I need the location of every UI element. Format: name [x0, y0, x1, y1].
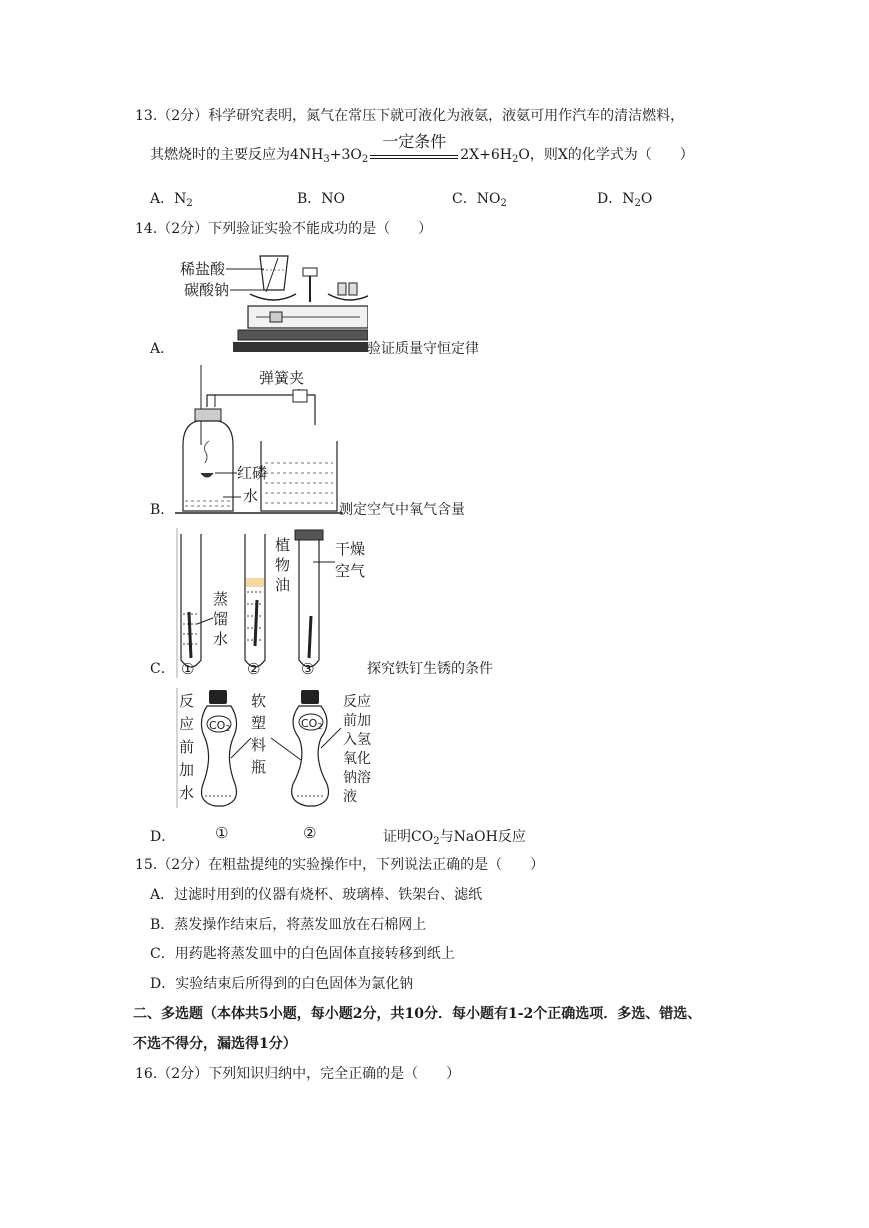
q13-stem: 科学研究表明，氮气在常压下就可液化为液氨，液氨可用作汽车的清洁燃料， — [208, 108, 685, 124]
caption-text: 证明CO — [383, 829, 434, 845]
q16-stem-line — [135, 1065, 460, 1083]
q13-option-c[interactable] — [452, 190, 507, 208]
right-note-line-5: 钠溶 — [343, 770, 371, 786]
tube-num-2: ② — [247, 660, 261, 678]
q13-number: 13. — [135, 108, 158, 124]
reaction-condition-arrow — [368, 132, 460, 164]
dilute-hcl-label: 稀盐酸 — [180, 260, 226, 278]
eq-reactant-o2: +3O — [329, 147, 362, 163]
left-note-char-4: 加 — [179, 761, 195, 779]
q14-option-d-caption — [383, 828, 526, 846]
q14-option-c-label[interactable]: C． — [150, 661, 175, 677]
bottle-label-char-2: 塑 — [251, 714, 267, 732]
option-label: A． — [150, 191, 175, 207]
option-text: O — [640, 191, 653, 207]
beaker-icon — [261, 441, 337, 511]
flame-icon — [205, 441, 210, 463]
beaker-icon — [260, 256, 288, 290]
option-sub: 2 — [500, 198, 507, 209]
right-note-line-2: 前加 — [343, 713, 371, 729]
q16-stem: 下列知识归纳中，完全正确的是（ ） — [208, 1066, 461, 1082]
q13-option-d[interactable] — [597, 190, 652, 208]
red-phosphorus-label: 红磷 — [237, 464, 268, 482]
bottle-cap-icon — [301, 690, 319, 704]
caption-text: 与NaOH反应 — [439, 829, 526, 845]
sodium-carbonate-label: 碳酸钠 — [184, 281, 230, 299]
dry-air-line-1: 干燥 — [335, 540, 366, 558]
left-note-char-5: 水 — [179, 784, 195, 802]
q14-stem-line — [135, 220, 432, 238]
pointer-line — [321, 728, 341, 748]
bottle-cap-icon — [209, 690, 227, 704]
option-label: D． — [597, 191, 623, 207]
combustion-spoon — [201, 473, 213, 477]
right-note-line-3: 入氢 — [343, 732, 371, 748]
pointer-line — [197, 618, 213, 624]
balance-foot — [233, 342, 368, 352]
option-text: N — [622, 191, 635, 207]
stopper-icon — [295, 530, 323, 540]
eq-reactant-nh3: 其燃烧时的主要反应为4NH — [150, 147, 324, 163]
right-note-line-6: 液 — [343, 789, 357, 805]
option-text: NO — [476, 191, 501, 207]
left-note-char-3: 前 — [179, 738, 195, 756]
q14-stem: 下列验证实验不能成功的是（ ） — [208, 221, 433, 237]
oil-layer — [246, 578, 264, 587]
q14-score: （2分） — [157, 221, 209, 237]
left-pan-icon — [250, 294, 296, 300]
q14-option-c-caption: 探究铁钉生锈的条件 — [367, 661, 493, 677]
q14-option-a-label[interactable]: A． — [150, 341, 175, 357]
pointer-line — [231, 738, 251, 758]
bottle-num-2: ② — [303, 824, 317, 842]
iron-nail-icon — [309, 616, 311, 658]
q14-number: 14. — [135, 221, 158, 237]
q16-number: 16. — [135, 1066, 158, 1082]
pointer-line — [271, 738, 301, 760]
caption-sub: 2 — [433, 836, 440, 847]
left-note-char-1: 反 — [179, 692, 195, 710]
q15-option-d[interactable]: D．实验结束后所得到的白色固体为氯化钠 — [150, 976, 414, 992]
right-pan-icon — [328, 294, 368, 300]
weight-icon — [338, 283, 346, 295]
clamp-icon — [293, 390, 307, 402]
q15-option-b[interactable]: B．蒸发操作结束后，将蒸发皿放在石棉网上 — [150, 917, 427, 933]
q13-line1 — [135, 107, 684, 125]
dry-air-line-2: 空气 — [335, 562, 366, 580]
q13-option-a[interactable] — [150, 190, 193, 208]
distilled-water-char-2: 馏 — [213, 610, 229, 628]
balance-top — [303, 268, 317, 276]
bottle-num-1: ① — [215, 824, 229, 842]
eq-sub: 2 — [361, 154, 369, 165]
double-line — [370, 155, 458, 159]
q14-option-b-caption: 测定空气中氧气含量 — [339, 502, 465, 518]
right-note-line-4: 氧化 — [343, 751, 371, 767]
bottle-label-char-1: 软 — [251, 692, 267, 710]
tube-num-3: ③ — [301, 660, 315, 678]
stopper-icon — [195, 409, 221, 421]
option-sub: 2 — [634, 198, 641, 209]
test-tube-icon — [266, 258, 278, 292]
q14-option-a-caption: 验证质量守恒定律 — [367, 341, 479, 357]
iron-nail-icon — [189, 612, 191, 658]
spring-clamp-label: 弹簧夹 — [259, 369, 305, 387]
q13-equation — [150, 132, 694, 165]
option-sub: 2 — [186, 198, 193, 209]
plant-oil-char-2: 物 — [275, 556, 291, 574]
q15-option-c[interactable]: C．用药匙将蒸发皿中的白色固体直接转移到纸上 — [150, 946, 455, 962]
distilled-water-char-3: 水 — [213, 630, 229, 648]
distilled-water-char-1: 蒸 — [213, 590, 229, 608]
option-label: C． — [452, 191, 477, 207]
eq-sub: 3 — [323, 154, 330, 165]
eq-sub: 2 — [511, 154, 519, 165]
option-text: N — [174, 191, 187, 207]
weight-icon — [349, 283, 357, 295]
option-label: B． — [297, 191, 322, 207]
q14-option-b-label[interactable]: B． — [150, 502, 175, 518]
bottle-label-char-4: 瓶 — [251, 758, 267, 776]
bottle-label-char-3: 料 — [251, 736, 267, 754]
plant-oil-char-3: 油 — [275, 576, 291, 594]
q13-option-b[interactable] — [297, 190, 345, 208]
co2-label-2: CO2 — [301, 717, 323, 731]
co2-label-1: CO2 — [209, 719, 231, 733]
q15-number: 15. — [135, 857, 158, 873]
left-note-char-2: 应 — [179, 715, 195, 733]
section-2-heading-line1: 二、多选题（本体共5小题，每小题2分，共10分．每小题有1-2个正确选项．多选、错选、 — [133, 1006, 702, 1022]
tube-num-1: ① — [181, 660, 195, 678]
slider-icon — [270, 312, 282, 322]
eq-question: O，则X的化学式为（ ） — [518, 147, 694, 163]
balance-figure — [178, 250, 368, 358]
q15-stem-line — [135, 856, 544, 874]
reaction-condition: 一定条件 — [382, 132, 447, 151]
water-label: 水 — [243, 487, 259, 505]
q13-score: （2分） — [157, 108, 209, 124]
plant-oil-char-1: 植 — [275, 536, 291, 554]
iron-nail-icon — [255, 600, 257, 646]
q15-option-a[interactable]: A．过滤时用到的仪器有烧杯、玻璃棒、铁架台、滤纸 — [150, 887, 483, 903]
q15-stem: 在粗盐提纯的实验操作中，下列说法正确的是（ ） — [208, 857, 545, 873]
q14-option-d-label[interactable]: D． — [150, 829, 176, 845]
q16-score: （2分） — [157, 1066, 209, 1082]
balance-base — [238, 330, 368, 340]
option-text: NO — [321, 191, 346, 207]
iron-rust-figure — [175, 528, 370, 678]
test-tube-2-icon — [245, 534, 265, 667]
oxygen-content-figure — [175, 365, 345, 517]
section-2-heading-line2: 不选不得分，漏选得1分） — [133, 1036, 297, 1052]
co2-naoh-figure — [175, 688, 385, 848]
q15-score: （2分） — [157, 857, 209, 873]
right-note-line-1: 反应 — [343, 694, 371, 710]
eq-product: 2X+6H — [460, 147, 512, 163]
